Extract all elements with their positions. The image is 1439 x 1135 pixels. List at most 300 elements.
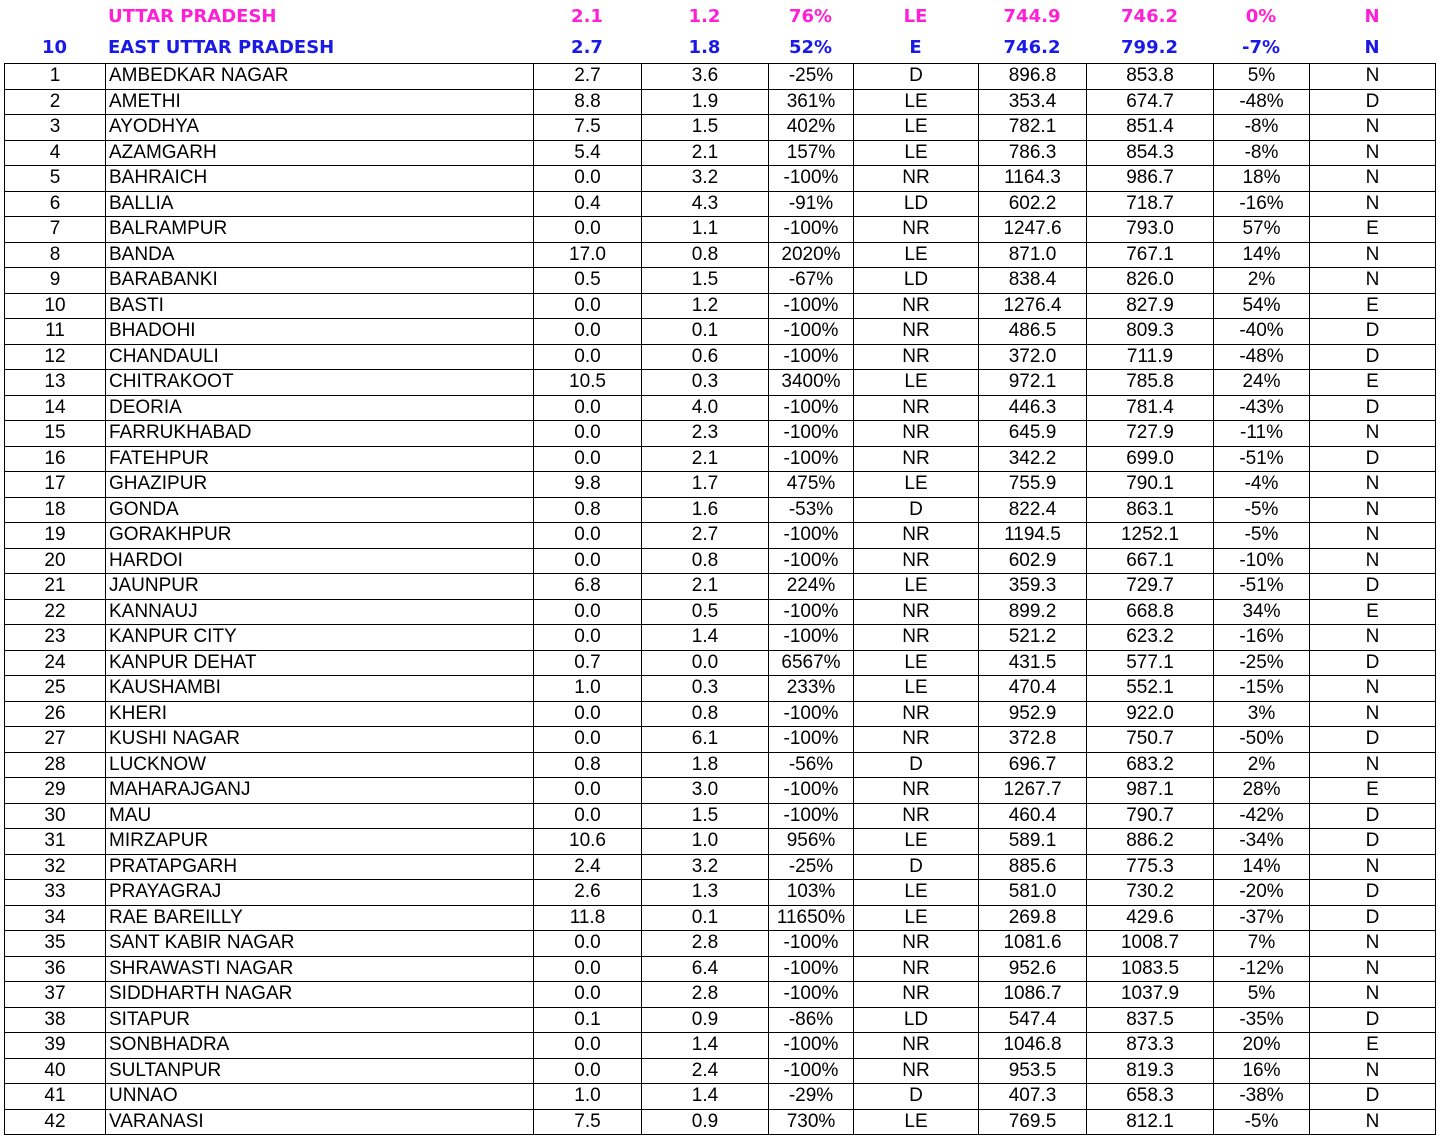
cell-cum-normal: 623.2 <box>1087 625 1214 651</box>
cell-cum-departure: -43% <box>1214 395 1310 421</box>
cell-departure: -100% <box>769 523 854 549</box>
region-cum-actual: 746.2 <box>1003 37 1061 58</box>
cell-cum-departure: 24% <box>1214 370 1310 396</box>
cell-cum-normal: 552.1 <box>1087 676 1214 702</box>
cell-normal: 1.5 <box>642 803 769 829</box>
cell-sn: 29 <box>5 778 106 804</box>
cell-departure: -100% <box>769 421 854 447</box>
table-row <box>5 931 1436 957</box>
cell-normal: 6.1 <box>642 727 769 753</box>
cell-cum-normal: 781.4 <box>1087 395 1214 421</box>
cell-cum-normal: 658.3 <box>1087 1084 1214 1110</box>
cell-actual: 2.7 <box>534 64 642 90</box>
cell-cum-normal: 827.9 <box>1087 293 1214 319</box>
cell-cum-category: D <box>1310 650 1436 676</box>
cell-cum-departure: -8% <box>1214 115 1310 141</box>
cell-cum-category: E <box>1310 217 1436 243</box>
cell-cum-normal: 667.1 <box>1087 548 1214 574</box>
cell-cum-actual: 269.8 <box>979 905 1087 931</box>
cell-category: NR <box>854 523 979 549</box>
cell-district: BALRAMPUR <box>106 217 534 243</box>
cell-sn: 18 <box>5 497 106 523</box>
cell-category: NR <box>854 217 979 243</box>
cell-actual: 0.5 <box>534 268 642 294</box>
cell-sn: 2 <box>5 89 106 115</box>
cell-cum-normal: 837.5 <box>1087 1007 1214 1033</box>
cell-cum-category: D <box>1310 727 1436 753</box>
table-row <box>5 89 1436 115</box>
cell-actual: 0.0 <box>534 446 642 472</box>
table-row <box>5 752 1436 778</box>
cell-cum-normal: 873.3 <box>1087 1033 1214 1059</box>
cell-cum-actual: 589.1 <box>979 829 1087 855</box>
cell-category: NR <box>854 956 979 982</box>
cell-cum-departure: 34% <box>1214 599 1310 625</box>
cell-departure: 730% <box>769 1109 854 1135</box>
cell-cum-normal: 790.7 <box>1087 803 1214 829</box>
cell-sn: 13 <box>5 370 106 396</box>
cell-cum-departure: 14% <box>1214 854 1310 880</box>
cell-actual: 0.0 <box>534 727 642 753</box>
cell-departure: -100% <box>769 778 854 804</box>
table-row <box>5 1084 1436 1110</box>
cell-cum-category: D <box>1310 395 1436 421</box>
cell-departure: -100% <box>769 395 854 421</box>
cell-normal: 0.8 <box>642 242 769 268</box>
cell-sn: 32 <box>5 854 106 880</box>
region-cum-category: N <box>1364 37 1380 58</box>
cell-cum-category: N <box>1310 421 1436 447</box>
cell-cum-departure: 5% <box>1214 982 1310 1008</box>
cell-cum-category: D <box>1310 905 1436 931</box>
cell-actual: 0.0 <box>534 982 642 1008</box>
cell-normal: 6.4 <box>642 956 769 982</box>
cell-departure: 402% <box>769 115 854 141</box>
region-departure: 52% <box>788 37 833 58</box>
cell-category: NR <box>854 931 979 957</box>
cell-departure: -100% <box>769 701 854 727</box>
cell-actual: 0.0 <box>534 395 642 421</box>
cell-cum-actual: 547.4 <box>979 1007 1087 1033</box>
cell-normal: 0.1 <box>642 905 769 931</box>
cell-actual: 11.8 <box>534 905 642 931</box>
cell-cum-normal: 793.0 <box>1087 217 1214 243</box>
cell-cum-actual: 446.3 <box>979 395 1087 421</box>
cell-cum-departure: -51% <box>1214 574 1310 600</box>
cell-cum-category: N <box>1310 191 1436 217</box>
cell-actual: 0.0 <box>534 956 642 982</box>
table-row <box>5 523 1436 549</box>
state-name: UTTAR PRADESH <box>108 6 277 27</box>
cell-departure: -100% <box>769 1033 854 1059</box>
cell-cum-actual: 1267.7 <box>979 778 1087 804</box>
cell-cum-departure: -16% <box>1214 625 1310 651</box>
cell-cum-actual: 602.2 <box>979 191 1087 217</box>
cell-category: LD <box>854 1007 979 1033</box>
cell-district: DEORIA <box>106 395 534 421</box>
table-row <box>5 548 1436 574</box>
cell-cum-category: N <box>1310 523 1436 549</box>
cell-district: BANDA <box>106 242 534 268</box>
cell-cum-category: N <box>1310 166 1436 192</box>
cell-cum-category: E <box>1310 599 1436 625</box>
cell-cum-departure: -25% <box>1214 650 1310 676</box>
cell-cum-departure: 3% <box>1214 701 1310 727</box>
cell-district: VARANASI <box>106 1109 534 1135</box>
cell-cum-category: N <box>1310 982 1436 1008</box>
cell-cum-actual: 1247.6 <box>979 217 1087 243</box>
table-row <box>5 191 1436 217</box>
cell-cum-actual: 486.5 <box>979 319 1087 345</box>
cell-district: HARDOI <box>106 548 534 574</box>
table-row <box>5 64 1436 90</box>
cell-departure: 233% <box>769 676 854 702</box>
cell-departure: -100% <box>769 344 854 370</box>
state-departure: 76% <box>788 6 833 27</box>
state-sn <box>4 2 105 32</box>
cell-cum-departure: 5% <box>1214 64 1310 90</box>
cell-category: NR <box>854 599 979 625</box>
cell-cum-normal: 718.7 <box>1087 191 1214 217</box>
cell-normal: 2.4 <box>642 1058 769 1084</box>
cell-cum-actual: 372.8 <box>979 727 1087 753</box>
state-summary-row <box>0 2 1439 32</box>
cell-category: NR <box>854 293 979 319</box>
cell-cum-normal: 819.3 <box>1087 1058 1214 1084</box>
region-summary-row <box>0 33 1439 63</box>
cell-cum-category: D <box>1310 1007 1436 1033</box>
cell-cum-actual: 1164.3 <box>979 166 1087 192</box>
cell-cum-category: N <box>1310 701 1436 727</box>
cell-departure: -100% <box>769 1058 854 1084</box>
cell-departure: -100% <box>769 727 854 753</box>
cell-sn: 4 <box>5 140 106 166</box>
cell-cum-actual: 521.2 <box>979 625 1087 651</box>
cell-cum-category: N <box>1310 140 1436 166</box>
cell-cum-actual: 602.9 <box>979 548 1087 574</box>
cell-district: UNNAO <box>106 1084 534 1110</box>
cell-cum-departure: 18% <box>1214 166 1310 192</box>
cell-departure: 475% <box>769 472 854 498</box>
cell-district: BHADOHI <box>106 319 534 345</box>
cell-cum-category: N <box>1310 242 1436 268</box>
cell-actual: 0.1 <box>534 1007 642 1033</box>
cell-sn: 42 <box>5 1109 106 1135</box>
cell-category: LE <box>854 115 979 141</box>
cell-district: MIRZAPUR <box>106 829 534 855</box>
cell-normal: 0.8 <box>642 701 769 727</box>
cell-cum-departure: -42% <box>1214 803 1310 829</box>
cell-cum-actual: 1081.6 <box>979 931 1087 957</box>
cell-cum-normal: 711.9 <box>1087 344 1214 370</box>
cell-category: LE <box>854 1109 979 1135</box>
cell-category: D <box>854 752 979 778</box>
cell-departure: -91% <box>769 191 854 217</box>
cell-cum-normal: 790.1 <box>1087 472 1214 498</box>
table-row <box>5 625 1436 651</box>
cell-district: SIDDHARTH NAGAR <box>106 982 534 1008</box>
cell-normal: 1.8 <box>642 752 769 778</box>
cell-sn: 6 <box>5 191 106 217</box>
cell-district: GORAKHPUR <box>106 523 534 549</box>
cell-cum-normal: 785.8 <box>1087 370 1214 396</box>
table-row <box>5 676 1436 702</box>
cell-normal: 3.6 <box>642 64 769 90</box>
cell-district: MAU <box>106 803 534 829</box>
cell-departure: 2020% <box>769 242 854 268</box>
region-name: EAST UTTAR PRADESH <box>108 37 335 58</box>
cell-cum-actual: 782.1 <box>979 115 1087 141</box>
cell-category: NR <box>854 982 979 1008</box>
cell-normal: 0.8 <box>642 548 769 574</box>
cell-actual: 0.0 <box>534 701 642 727</box>
cell-cum-actual: 822.4 <box>979 497 1087 523</box>
cell-cum-normal: 730.2 <box>1087 880 1214 906</box>
cell-sn: 10 <box>5 293 106 319</box>
cell-cum-category: D <box>1310 803 1436 829</box>
cell-cum-normal: 577.1 <box>1087 650 1214 676</box>
cell-normal: 2.1 <box>642 446 769 472</box>
cell-cum-departure: -15% <box>1214 676 1310 702</box>
cell-normal: 1.3 <box>642 880 769 906</box>
cell-normal: 4.0 <box>642 395 769 421</box>
cell-sn: 19 <box>5 523 106 549</box>
table-row <box>5 727 1436 753</box>
cell-cum-normal: 987.1 <box>1087 778 1214 804</box>
cell-district: LUCKNOW <box>106 752 534 778</box>
table-row <box>5 1007 1436 1033</box>
cell-cum-actual: 645.9 <box>979 421 1087 447</box>
cell-sn: 38 <box>5 1007 106 1033</box>
cell-cum-departure: -50% <box>1214 727 1310 753</box>
cell-sn: 33 <box>5 880 106 906</box>
cell-actual: 7.5 <box>534 115 642 141</box>
cell-sn: 21 <box>5 574 106 600</box>
cell-district: FATEHPUR <box>106 446 534 472</box>
cell-actual: 0.0 <box>534 548 642 574</box>
cell-cum-departure: 7% <box>1214 931 1310 957</box>
cell-departure: -100% <box>769 625 854 651</box>
cell-actual: 0.0 <box>534 1033 642 1059</box>
table-row <box>5 956 1436 982</box>
cell-category: LE <box>854 370 979 396</box>
cell-district: AZAMGARH <box>106 140 534 166</box>
cell-cum-actual: 1194.5 <box>979 523 1087 549</box>
cell-district: BASTI <box>106 293 534 319</box>
cell-cum-normal: 1008.7 <box>1087 931 1214 957</box>
cell-sn: 7 <box>5 217 106 243</box>
cell-category: LE <box>854 242 979 268</box>
cell-cum-normal: 922.0 <box>1087 701 1214 727</box>
cell-cum-category: N <box>1310 548 1436 574</box>
cell-departure: 6567% <box>769 650 854 676</box>
cell-cum-actual: 353.4 <box>979 89 1087 115</box>
cell-actual: 17.0 <box>534 242 642 268</box>
table-row <box>5 1058 1436 1084</box>
cell-category: LE <box>854 905 979 931</box>
table-row <box>5 497 1436 523</box>
cell-category: NR <box>854 727 979 753</box>
cell-departure: 157% <box>769 140 854 166</box>
cell-normal: 1.4 <box>642 1084 769 1110</box>
cell-category: LE <box>854 574 979 600</box>
cell-cum-actual: 899.2 <box>979 599 1087 625</box>
cell-cum-departure: -20% <box>1214 880 1310 906</box>
cell-cum-actual: 431.5 <box>979 650 1087 676</box>
cell-normal: 3.2 <box>642 166 769 192</box>
table-row <box>5 778 1436 804</box>
cell-sn: 14 <box>5 395 106 421</box>
cell-category: NR <box>854 344 979 370</box>
cell-cum-category: N <box>1310 854 1436 880</box>
cell-cum-departure: -10% <box>1214 548 1310 574</box>
cell-actual: 5.4 <box>534 140 642 166</box>
cell-district: KAUSHAMBI <box>106 676 534 702</box>
table-row <box>5 421 1436 447</box>
cell-actual: 0.0 <box>534 778 642 804</box>
cell-district: PRAYAGRAJ <box>106 880 534 906</box>
cell-district: PRATAPGARH <box>106 854 534 880</box>
cell-cum-actual: 952.6 <box>979 956 1087 982</box>
cell-normal: 0.0 <box>642 650 769 676</box>
cell-sn: 30 <box>5 803 106 829</box>
cell-actual: 6.8 <box>534 574 642 600</box>
cell-actual: 0.0 <box>534 344 642 370</box>
cell-district: SULTANPUR <box>106 1058 534 1084</box>
cell-sn: 35 <box>5 931 106 957</box>
cell-cum-category: N <box>1310 497 1436 523</box>
cell-cum-category: D <box>1310 319 1436 345</box>
cell-cum-departure: -35% <box>1214 1007 1310 1033</box>
cell-district: GONDA <box>106 497 534 523</box>
cell-actual: 10.6 <box>534 829 642 855</box>
cell-actual: 0.0 <box>534 217 642 243</box>
table-row <box>5 701 1436 727</box>
cell-cum-actual: 896.8 <box>979 64 1087 90</box>
cell-category: LE <box>854 650 979 676</box>
cell-actual: 0.0 <box>534 803 642 829</box>
cell-cum-departure: -5% <box>1214 1109 1310 1135</box>
cell-district: SANT KABIR NAGAR <box>106 931 534 957</box>
cell-cum-departure: -34% <box>1214 829 1310 855</box>
cell-cum-normal: 1252.1 <box>1087 523 1214 549</box>
state-normal: 1.2 <box>688 6 721 27</box>
cell-sn: 28 <box>5 752 106 778</box>
cell-sn: 3 <box>5 115 106 141</box>
cell-cum-category: D <box>1310 1084 1436 1110</box>
cell-normal: 0.9 <box>642 1007 769 1033</box>
table-row <box>5 217 1436 243</box>
table-row <box>5 293 1436 319</box>
cell-normal: 1.4 <box>642 1033 769 1059</box>
cell-cum-category: D <box>1310 880 1436 906</box>
cell-district: CHITRAKOOT <box>106 370 534 396</box>
state-cum-category: N <box>1364 6 1380 27</box>
cell-cum-normal: 886.2 <box>1087 829 1214 855</box>
table-row <box>5 1033 1436 1059</box>
cell-category: NR <box>854 1033 979 1059</box>
cell-cum-departure: -16% <box>1214 191 1310 217</box>
cell-cum-normal: 674.7 <box>1087 89 1214 115</box>
table-row <box>5 344 1436 370</box>
cell-district: BAHRAICH <box>106 166 534 192</box>
cell-departure: 361% <box>769 89 854 115</box>
cell-actual: 0.0 <box>534 523 642 549</box>
cell-district: SHRAWASTI NAGAR <box>106 956 534 982</box>
cell-cum-departure: 20% <box>1214 1033 1310 1059</box>
cell-category: NR <box>854 319 979 345</box>
cell-normal: 1.0 <box>642 829 769 855</box>
table-row <box>5 370 1436 396</box>
cell-district: KUSHI NAGAR <box>106 727 534 753</box>
region-cum-normal: 799.2 <box>1121 37 1178 58</box>
cell-departure: -100% <box>769 931 854 957</box>
cell-cum-category: N <box>1310 1109 1436 1135</box>
cell-district: JAUNPUR <box>106 574 534 600</box>
table-row <box>5 905 1436 931</box>
cell-normal: 0.5 <box>642 599 769 625</box>
cell-cum-departure: -11% <box>1214 421 1310 447</box>
cell-category: LE <box>854 140 979 166</box>
cell-cum-departure: 28% <box>1214 778 1310 804</box>
cell-sn: 5 <box>5 166 106 192</box>
cell-district: MAHARAJGANJ <box>106 778 534 804</box>
table-row <box>5 115 1436 141</box>
cell-category: LD <box>854 191 979 217</box>
cell-cum-category: N <box>1310 676 1436 702</box>
cell-departure: -100% <box>769 293 854 319</box>
cell-district: KANPUR DEHAT <box>106 650 534 676</box>
cell-departure: -53% <box>769 497 854 523</box>
cell-cum-departure: -5% <box>1214 497 1310 523</box>
cell-cum-actual: 885.6 <box>979 854 1087 880</box>
table-row <box>5 319 1436 345</box>
table-row <box>5 140 1436 166</box>
cell-departure: -25% <box>769 854 854 880</box>
cell-cum-departure: 14% <box>1214 242 1310 268</box>
cell-district: CHANDAULI <box>106 344 534 370</box>
region-cum-departure: -7% <box>1241 37 1281 58</box>
cell-cum-normal: 429.6 <box>1087 905 1214 931</box>
cell-cum-actual: 1276.4 <box>979 293 1087 319</box>
cell-departure: -25% <box>769 64 854 90</box>
cell-normal: 1.9 <box>642 89 769 115</box>
state-cum-normal: 746.2 <box>1121 6 1178 27</box>
cell-cum-category: N <box>1310 115 1436 141</box>
cell-sn: 23 <box>5 625 106 651</box>
cell-category: NR <box>854 778 979 804</box>
cell-actual: 0.0 <box>534 599 642 625</box>
cell-sn: 27 <box>5 727 106 753</box>
cell-normal: 2.8 <box>642 931 769 957</box>
cell-sn: 39 <box>5 1033 106 1059</box>
cell-cum-normal: 863.1 <box>1087 497 1214 523</box>
table-row <box>5 982 1436 1008</box>
cell-cum-actual: 470.4 <box>979 676 1087 702</box>
table-row <box>5 599 1436 625</box>
cell-cum-actual: 871.0 <box>979 242 1087 268</box>
cell-cum-category: N <box>1310 64 1436 90</box>
cell-normal: 0.3 <box>642 676 769 702</box>
cell-cum-departure: -40% <box>1214 319 1310 345</box>
cell-actual: 0.7 <box>534 650 642 676</box>
cell-normal: 1.6 <box>642 497 769 523</box>
cell-normal: 4.3 <box>642 191 769 217</box>
cell-district: FARRUKHABAD <box>106 421 534 447</box>
cell-category: D <box>854 64 979 90</box>
cell-normal: 0.3 <box>642 370 769 396</box>
cell-cum-normal: 851.4 <box>1087 115 1214 141</box>
